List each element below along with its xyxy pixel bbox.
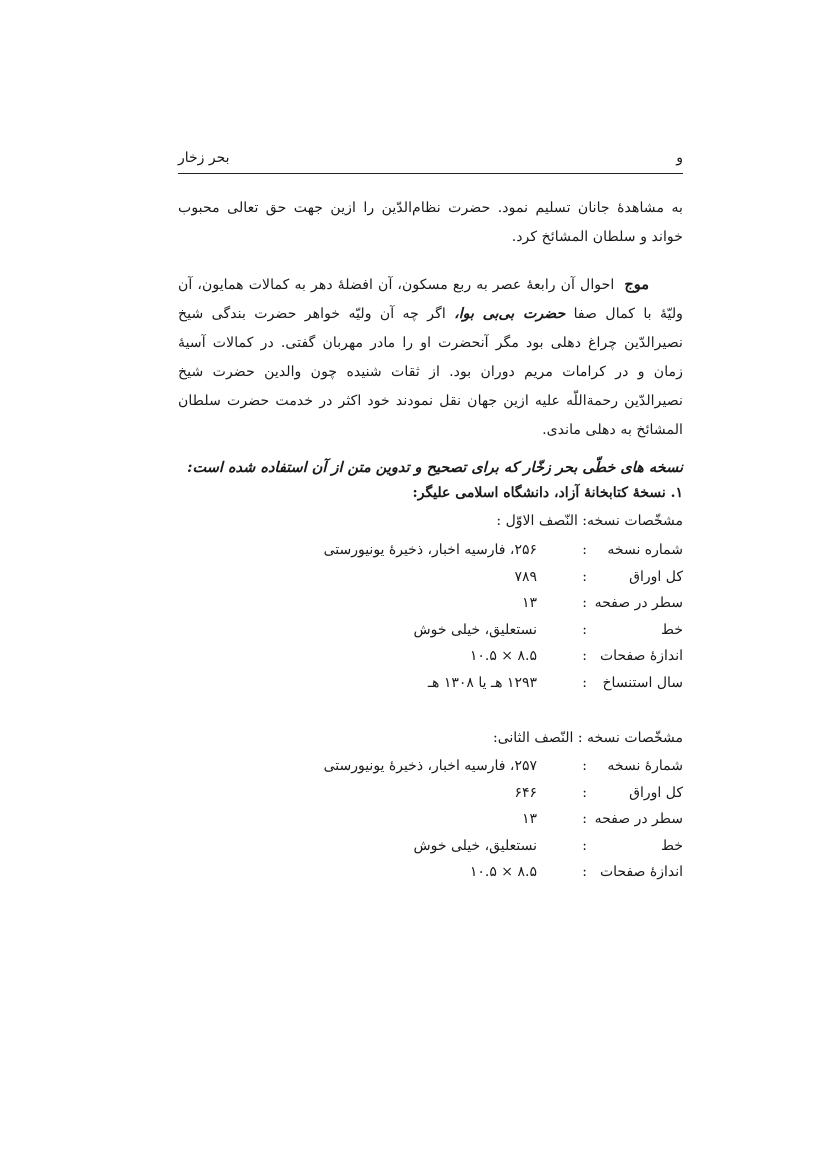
header-rule [178, 173, 683, 174]
spec-colon: : [582, 542, 587, 558]
spec-label: سال استنساخ [602, 674, 683, 691]
spec-value: ۱۲۹۳ هـ یا ۱۳۰۸ هـ [427, 674, 537, 691]
spec-label: سطر در صفحه [594, 811, 683, 827]
paragraph-2-text-b: اگر چه آن ولیّه خواهر حضرت بندگی شیخ نصیرالدّین چراغ دهلی بود مگر آنحضرت او را مادر مهربان گفتی. در کمالات آسیهٔ زمان و در کرامات مریم دوران بود. از ثقات شنیده چون والدین حضرت شیخ نصیرالدّین رحمةاللّه علیه ازین جهان نقل نمودند خود اکثر در خدمت حضرت سلطان المشائخ به دهلی ماندی. [178, 306, 683, 438]
manuscripts-heading: نسخه های خطّی بحر زخّار که برای تصحیح و تدوین متن از آن استفاده شده است: [187, 459, 683, 476]
part-1-spec-table [178, 537, 683, 696]
spec-label: اندازهٔ صفحات [599, 648, 683, 664]
spec-colon: : [582, 837, 587, 854]
spec-row [178, 780, 683, 807]
spec-value: ۸.۵ × ۱۰.۵ [469, 648, 537, 664]
spec-colon: : [582, 621, 587, 638]
spec-row [178, 859, 683, 886]
running-header-letter: و [676, 150, 683, 166]
spec-colon: : [582, 758, 587, 774]
spec-label: کل اوراق [629, 784, 683, 801]
spec-value: ۲۵۶، فارسیه اخبار، ذخیرهٔ یونیورستی [323, 542, 537, 558]
spec-row [178, 670, 683, 697]
body-text [178, 194, 683, 445]
spec-label: خط [661, 837, 683, 854]
paragraph-2-text-a: احوال آن رابعهٔ عصر به ربع مسکون، آن افضلهٔ دهر به کمالات همایون، آن ولیّهٔ با کمال صفا [178, 277, 683, 322]
running-header [178, 150, 683, 172]
manuscript-1-title: ۱. نسخهٔ کتابخانهٔ آزاد، دانشگاه اسلامی علیگر: [412, 485, 683, 501]
spec-value: نستعلیق، خیلی خوش [413, 621, 537, 638]
paragraph-1: به مشاهدهٔ جانان تسلیم نمود. حضرت نظام‌الدّین را ازین جهت حق تعالی محبوب خواند و سلطان المشائخ کرد. [178, 200, 683, 245]
spec-colon: : [582, 648, 587, 664]
part-2-spec-table [178, 753, 683, 886]
spec-value: نستعلیق، خیلی خوش [413, 837, 537, 854]
paragraph-2-bold-name: حضرت بی‌بی بوا، [454, 306, 566, 322]
spec-value: ۷۸۹ [514, 568, 537, 585]
part-1-title: مشخّصات نسخه: النّصف الاوّل : [496, 513, 683, 529]
spec-label: کل اوراق [629, 568, 683, 585]
spec-row [178, 753, 683, 780]
spec-value: ۶۴۶ [514, 784, 537, 801]
spec-colon: : [582, 784, 587, 801]
paragraph-2-lead: موج [624, 276, 649, 293]
spec-label: شماره نسخه [607, 542, 683, 558]
spec-colon: : [582, 811, 587, 827]
spec-label: شمارهٔ نسخه [607, 758, 683, 774]
part-2-title: مشخّصات نسخه : النّصف الثانی: [493, 730, 683, 746]
running-header-title: بحر زخار [178, 150, 230, 166]
spec-colon: : [582, 595, 587, 611]
spec-value: ۸.۵ × ۱۰.۵ [469, 864, 537, 880]
spec-row [178, 537, 683, 564]
spec-label: سطر در صفحه [594, 595, 683, 611]
spec-row [178, 617, 683, 644]
spec-label: اندازهٔ صفحات [599, 864, 683, 880]
spec-row [178, 833, 683, 860]
spec-row [178, 590, 683, 617]
spec-row [178, 564, 683, 591]
spec-value: ۱۳ [521, 811, 537, 827]
spec-colon: : [582, 674, 587, 691]
spec-value: ۱۳ [521, 595, 537, 611]
spec-label: خط [661, 621, 683, 638]
spec-row [178, 643, 683, 670]
spec-colon: : [582, 568, 587, 585]
spec-row [178, 806, 683, 833]
paragraph-2 [178, 270, 683, 445]
spec-value: ۲۵۷، فارسیه اخبار، ذخیرهٔ یونیورستی [323, 758, 537, 774]
spec-colon: : [582, 864, 587, 880]
